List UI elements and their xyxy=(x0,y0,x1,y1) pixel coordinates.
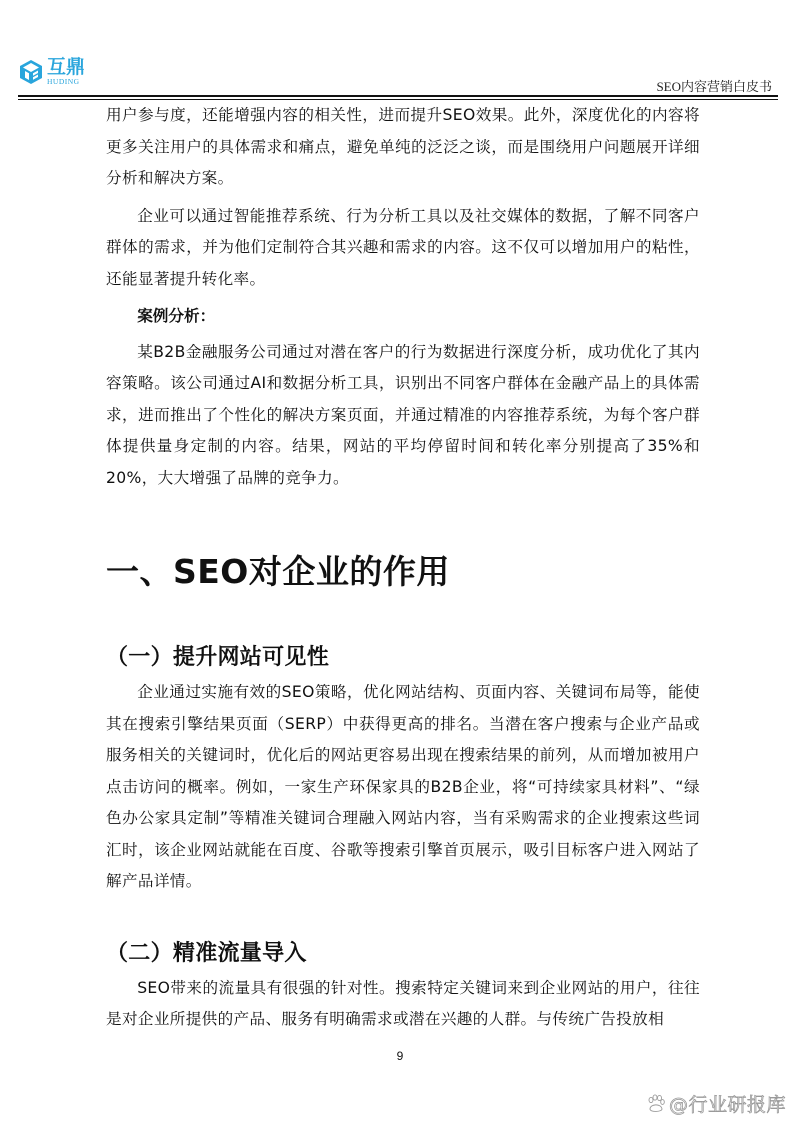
logo-english-text: HUDING xyxy=(47,77,80,86)
watermark-text: @行业研报库 xyxy=(668,1094,786,1116)
header-rule-thick xyxy=(18,95,778,97)
section-heading: 一、SEO对企业的作用 xyxy=(106,552,450,591)
subsection-heading: （二）精准流量导入 xyxy=(106,940,307,966)
document-title: SEO内容营销白皮书 xyxy=(656,79,772,94)
subsection-heading: （一）提升网站可见性 xyxy=(106,645,330,670)
watermark xyxy=(646,1090,786,1117)
paw-icon xyxy=(646,1094,666,1114)
paragraph-continued: 用户参与度，还能增强内容的相关性，进而提升SEO效果。此外，深度优化的内容将更多关注用户的具体需求和痛点，避免单纯的泛泛之谈，而是围绕用户问题展开详细分析和解决方案。 xyxy=(106,106,700,187)
page-header xyxy=(0,0,800,110)
cube-logo-icon xyxy=(18,59,44,85)
company-logo xyxy=(18,58,85,86)
page-number: 9 xyxy=(396,1049,404,1063)
subsection-text: SEO带来的流量具有很强的针对性。搜索特定关键词来到企业网站的用户，往往是对企业所提供的产品、服务有明确需求或潜在兴趣的人群。与传统广告投放相 xyxy=(106,978,700,1028)
page-body xyxy=(106,100,700,1036)
logo-chinese-text: 互鼎 xyxy=(47,56,86,78)
subsection-text: 企业通过实施有效的SEO策略，优化网站结构、页面内容、关键词布局等，能使其在搜索引擎结果页面（SERP）中获得更高的排名。当潜在客户搜索与企业产品或服务相关的关键词时，优化后的网站更容易出现在搜索结果的前列，从而增加被用户点击访问的概率。例如，一家生产环保家具的B2B企业，将“可持续家具材料”、“绿色办公家具定制”等精准关键词合理融入网站内容，当有采购需求的企业搜索这些词汇时，该企业网站就能在百度、谷歌等搜索引擎首页展示，吸引目标客户进入网站了解产品详情。 xyxy=(106,683,700,890)
paragraph: 企业可以通过智能推荐系统、行为分析工具以及社交媒体的数据，了解不同客户群体的需求，并为他们定制符合其兴趣和需求的内容。这不仅可以增加用户的粘性，还能显著提升转化率。 xyxy=(106,206,700,288)
case-study-label: 案例分析： xyxy=(137,307,216,325)
case-study-text: 某B2B金融服务公司通过对潜在客户的行为数据进行深度分析，成功优化了其内容策略。该公司通过AI和数据分析工具，识别出不同客户群体在金融产品上的具体需求，进而推出了个性化的解决方案页面，并通过精准的内容推荐系统，为每个客户群体提供量身定制的内容。结果，网站的平均停留时间和转化率分别提高了35%和20%，大大增强了品牌的竞争力。 xyxy=(106,342,700,487)
